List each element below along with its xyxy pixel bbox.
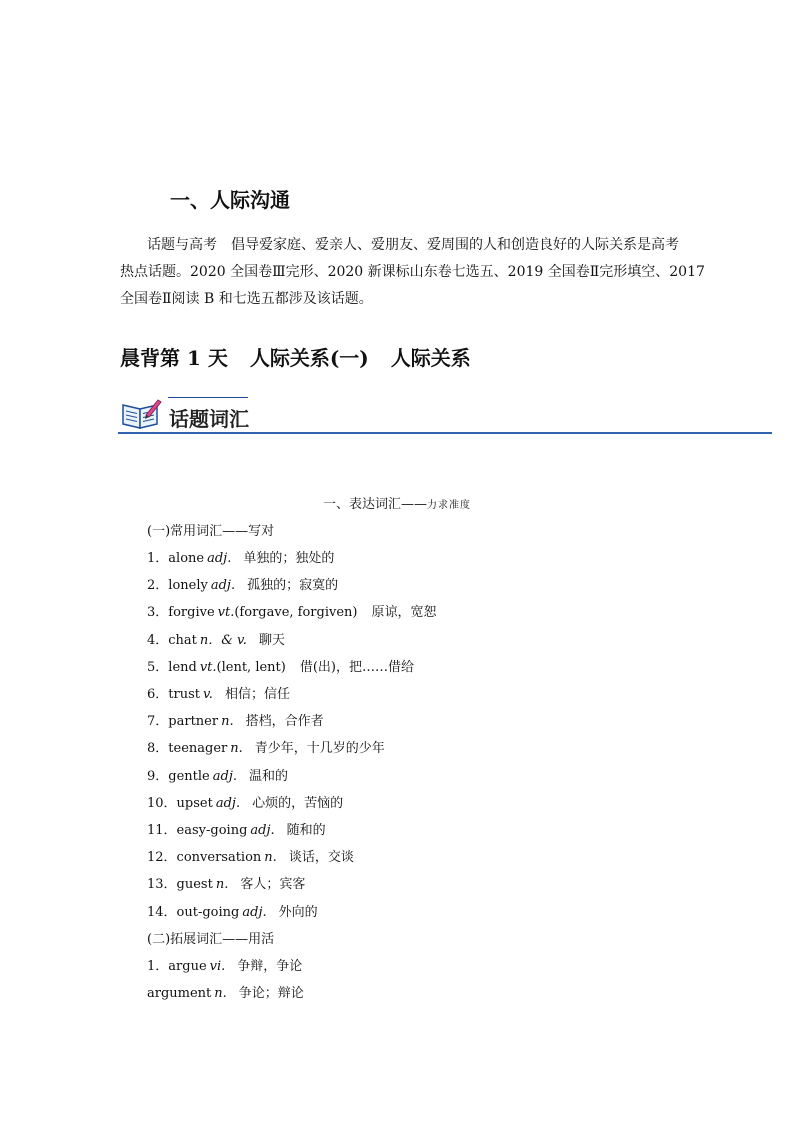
vocab-item-number: 1．: [147, 959, 169, 974]
vocab-item-pos: n.: [230, 741, 243, 756]
vocab-item: [147, 629, 285, 648]
vocab-item-word: lonely: [168, 578, 208, 593]
vocab-item-pos: vt.: [199, 660, 217, 675]
vocab-item-pos: adj.: [207, 551, 232, 566]
vocab-item-pos: adj.: [215, 796, 241, 811]
vocab-item-word: upset: [176, 796, 213, 811]
vocab-item-word: easy-going: [176, 823, 248, 838]
day-title: [120, 342, 493, 371]
vocab-item-number: 2．: [147, 578, 169, 593]
book-pen-icon: [120, 397, 164, 431]
vocab-item-word: out-going: [176, 905, 240, 920]
vocab-item-meaning: 随和的: [286, 823, 326, 838]
vocab-item-pos: n.: [214, 986, 227, 1001]
vocab-item: [147, 601, 437, 620]
vocab-item-forms: (forgave, forgiven): [234, 605, 358, 620]
vocab-item-pos: n．& v.: [199, 633, 247, 648]
vocab-item-meaning: 聊天: [258, 633, 285, 648]
vocab-item-word: argue: [168, 959, 207, 974]
day-prefix: 晨背第 1 天: [120, 346, 228, 370]
vocab-item-pos: n.: [221, 714, 234, 729]
vocab-item-number: 14．: [147, 905, 177, 920]
vocab-item-forms: (lent, lent): [216, 660, 286, 675]
vocab-item-pos: adj.: [210, 578, 236, 593]
vocab-title-main: 一、表达词汇——: [322, 497, 427, 512]
vocab-title-small: 力求准度: [427, 500, 471, 511]
vocab-item-number: 6．: [147, 687, 169, 702]
vocab-item-word: guest: [176, 877, 213, 892]
vocab-item-meaning: 搭档，合作者: [245, 714, 324, 729]
vocab-item-number: 3．: [147, 605, 169, 620]
topic-vocab-title: 话题词汇: [169, 407, 249, 431]
vocab-item-pos: adj.: [212, 769, 237, 784]
vocab-item-pos: vi.: [209, 959, 226, 974]
vocab-item-pos: vt.: [217, 605, 235, 620]
vocab-item-number: 4．: [147, 633, 169, 648]
vocab-item-meaning: 单独的；独处的: [243, 551, 335, 566]
vocab-item-word: alone: [168, 551, 205, 566]
vocab-item: [147, 765, 288, 784]
vocab-item-number: 1．: [147, 551, 169, 566]
vocab-item-pos: adj.: [242, 905, 267, 920]
vocab-item-number: 9．: [147, 769, 169, 784]
group-heading-1: (一)常用词汇——写对: [147, 524, 275, 539]
vocab-item-meaning: 原谅，宽恕: [371, 605, 437, 620]
section-heading: 一、人际沟通: [170, 188, 290, 212]
vocab-item: [147, 656, 414, 675]
vocab-item-meaning: 争辩，争论: [237, 959, 303, 974]
vocab-item-meaning: 温和的: [249, 769, 289, 784]
intro-line-2: 热点话题。2020 全国卷Ⅲ完形、2020 新课标山东卷七选五、2019 全国卷Ⅱ完形填空、2017: [120, 264, 705, 280]
intro-line-3: 全国卷Ⅱ阅读 B 和七选五都涉及该话题。: [120, 291, 373, 307]
vocab-item: [147, 792, 343, 811]
vocab-item-meaning: 借(出)，把……借给: [299, 660, 414, 675]
vocab-item: [147, 819, 326, 838]
vocab-item-meaning: 争论；辩论: [238, 986, 304, 1001]
vocab-item: [147, 737, 385, 756]
topic-top-line: [168, 397, 248, 398]
vocab-item-pos: n.: [215, 877, 229, 892]
vocab-item-word: partner: [168, 714, 219, 729]
vocab-item-word: argument: [147, 986, 212, 1001]
intro-text-1: 倡导爱家庭、爱亲人、爱朋友、爱周围的人和创造良好的人际关系是高考: [231, 237, 679, 253]
vocab-item-word: trust: [168, 687, 200, 702]
vocab-item-meaning: 孤独的；寂寞的: [247, 578, 339, 593]
vocab-item-meaning: 青少年，十几岁的少年: [254, 741, 385, 756]
vocab-item: [147, 901, 318, 920]
day-subtopic: 人际关系: [390, 346, 471, 370]
vocab-item: [147, 547, 334, 566]
vocab-title: [0, 493, 794, 512]
vocab-item-number: 13．: [147, 877, 177, 892]
vocab-item: [147, 846, 354, 865]
vocab-item-word: gentle: [168, 769, 210, 784]
vocab-item-number: 8．: [147, 741, 169, 756]
vocab-item: [147, 710, 324, 729]
vocab-item-meaning: 客人；宾客: [240, 877, 306, 892]
vocab-item-pos: n.: [264, 850, 277, 865]
vocab-item-word: chat: [168, 633, 197, 648]
vocab-item-number: 10．: [147, 796, 177, 811]
vocab-item: [147, 683, 290, 702]
vocab-item-word: conversation: [176, 850, 262, 865]
intro-line-1: [147, 235, 679, 255]
vocab-item-pos: v.: [203, 687, 213, 702]
vocab-item-word: lend: [168, 660, 197, 675]
vocab-item: [147, 574, 338, 593]
vocab-item-word: forgive: [168, 605, 215, 620]
vocab-item: [147, 982, 304, 1001]
vocab-item: [147, 955, 302, 974]
intro-label: 话题与高考: [147, 237, 217, 253]
vocab-item-meaning: 外向的: [278, 905, 318, 920]
vocab-item-number: 11．: [147, 823, 177, 838]
topic-rule: [118, 432, 772, 434]
vocab-item-meaning: 谈话，交谈: [288, 850, 354, 865]
vocab-item-word: teenager: [168, 741, 228, 756]
vocab-item-meaning: 心烦的，苦恼的: [252, 796, 344, 811]
vocab-item-number: 7．: [147, 714, 169, 729]
vocab-item-number: 5．: [147, 660, 169, 675]
vocab-item-number: 12．: [147, 850, 177, 865]
vocab-item: [147, 873, 305, 892]
vocab-item-pos: adj.: [250, 823, 275, 838]
group-heading-2: (二)拓展词汇——用活: [147, 932, 275, 947]
vocab-item-meaning: 相信；信任: [224, 687, 290, 702]
day-topic: 人际关系(一): [249, 346, 369, 370]
